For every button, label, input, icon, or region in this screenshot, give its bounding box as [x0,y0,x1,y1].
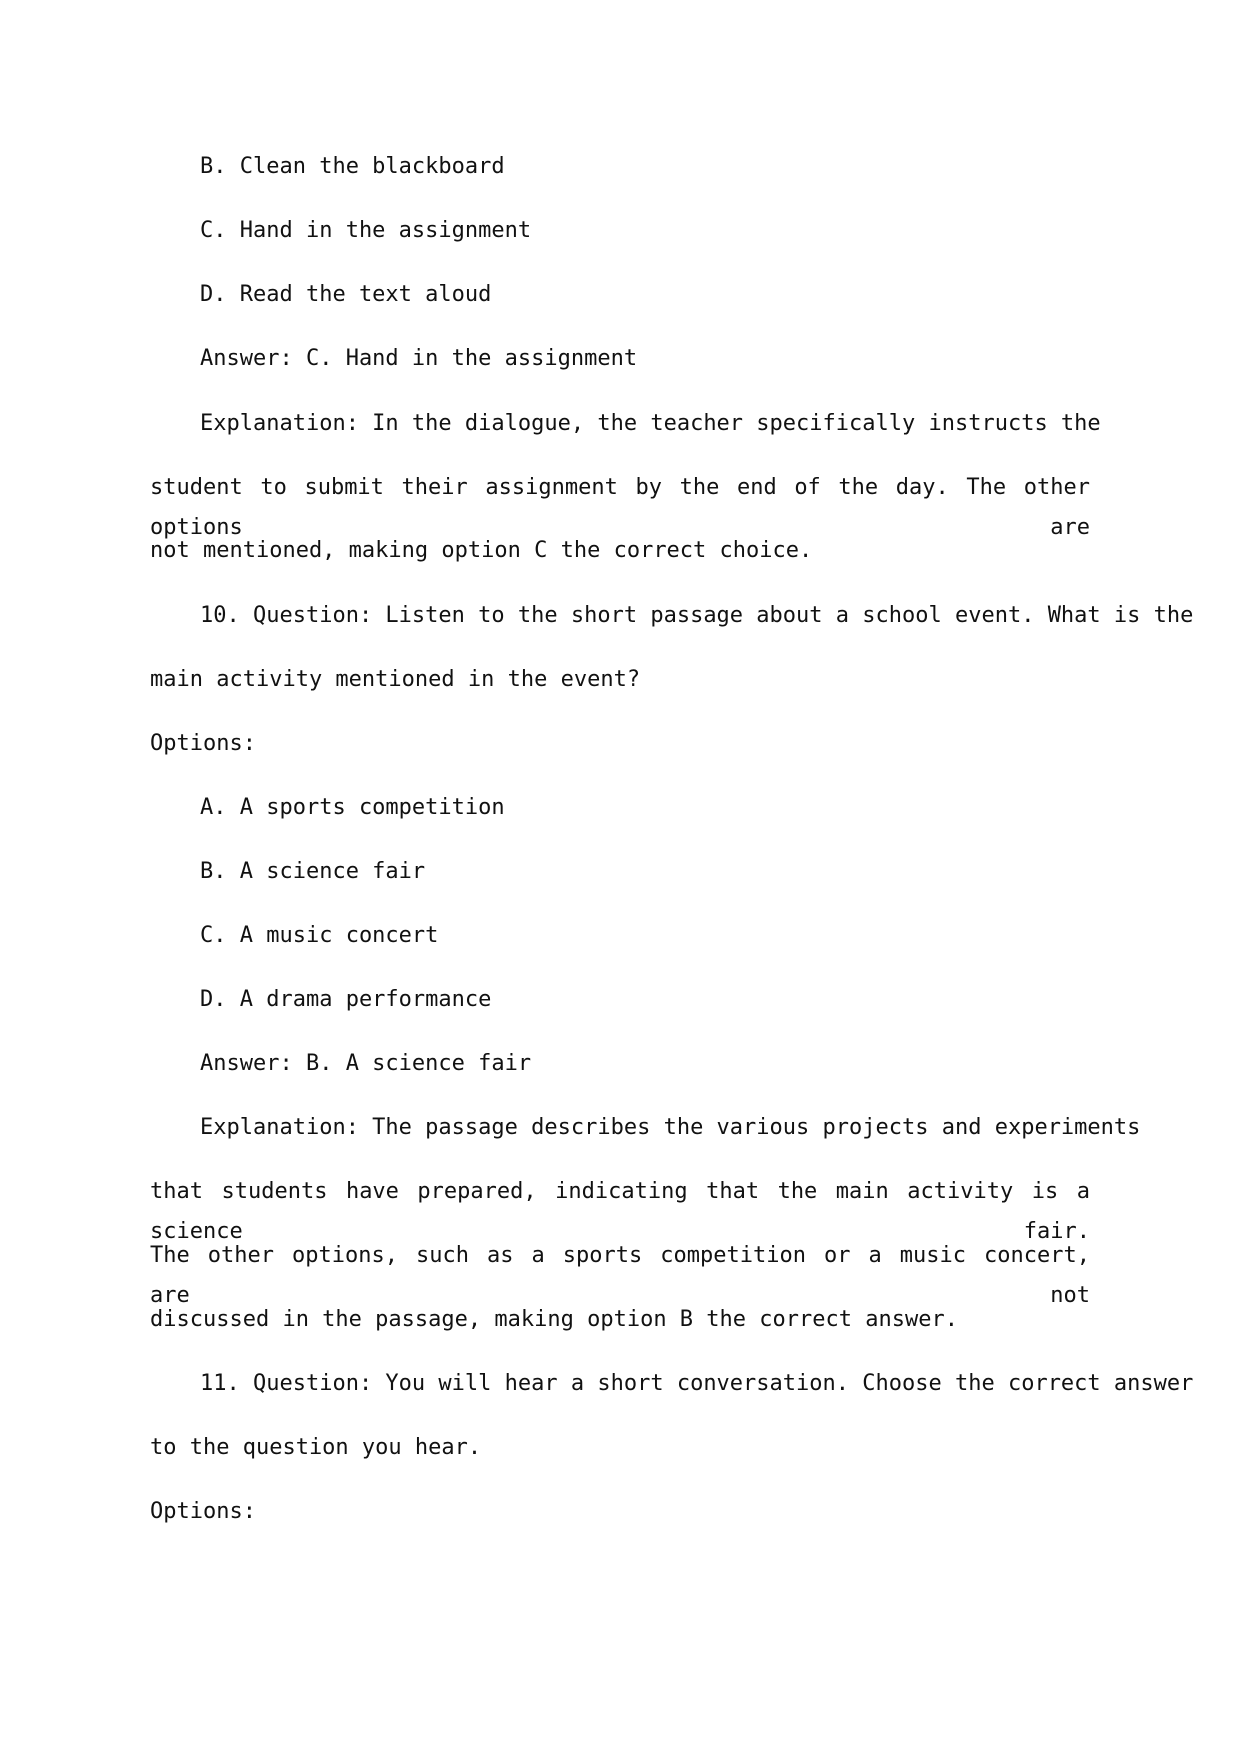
option-b: B. Clean the blackboard [200,154,505,179]
option-c: C. Hand in the assignment [200,218,532,243]
answer-line: Answer: B. A science fair [200,1051,532,1076]
option-b: B. A science fair [200,859,426,884]
explanation-line: that students have prepared, indicating that the main activity is a science fair. [150,1179,1090,1244]
option-a: A. A sports competition [200,795,505,820]
explanation-line: The other options, such as a sports competition or a music concert, are not [150,1243,1090,1308]
explanation-line: discussed in the passage, making option B the correct answer. [150,1307,958,1332]
option-d: D. Read the text aloud [200,282,492,307]
question-10-line: main activity mentioned in the event? [150,667,641,692]
question-10-line: 10. Question: Listen to the short passage about a school event. What is the [200,603,1194,628]
answer-line: Answer: C. Hand in the assignment [200,346,638,371]
explanation-line: Explanation: The passage describes the various projects and experiments [200,1115,1141,1140]
explanation-line: not mentioned, making option C the correct choice. [150,538,813,563]
question-11-line: 11. Question: You will hear a short conversation. Choose the correct answer [200,1371,1194,1396]
options-label: Options: [150,731,256,756]
options-label: Options: [150,1499,256,1524]
option-c: C. A music concert [200,923,439,948]
explanation-line: student to submit their assignment by the end of the day. The other options are [150,475,1090,540]
option-d: D. A drama performance [200,987,492,1012]
question-11-line: to the question you hear. [150,1435,482,1460]
explanation-line: Explanation: In the dialogue, the teacher specifically instructs the [200,411,1101,436]
